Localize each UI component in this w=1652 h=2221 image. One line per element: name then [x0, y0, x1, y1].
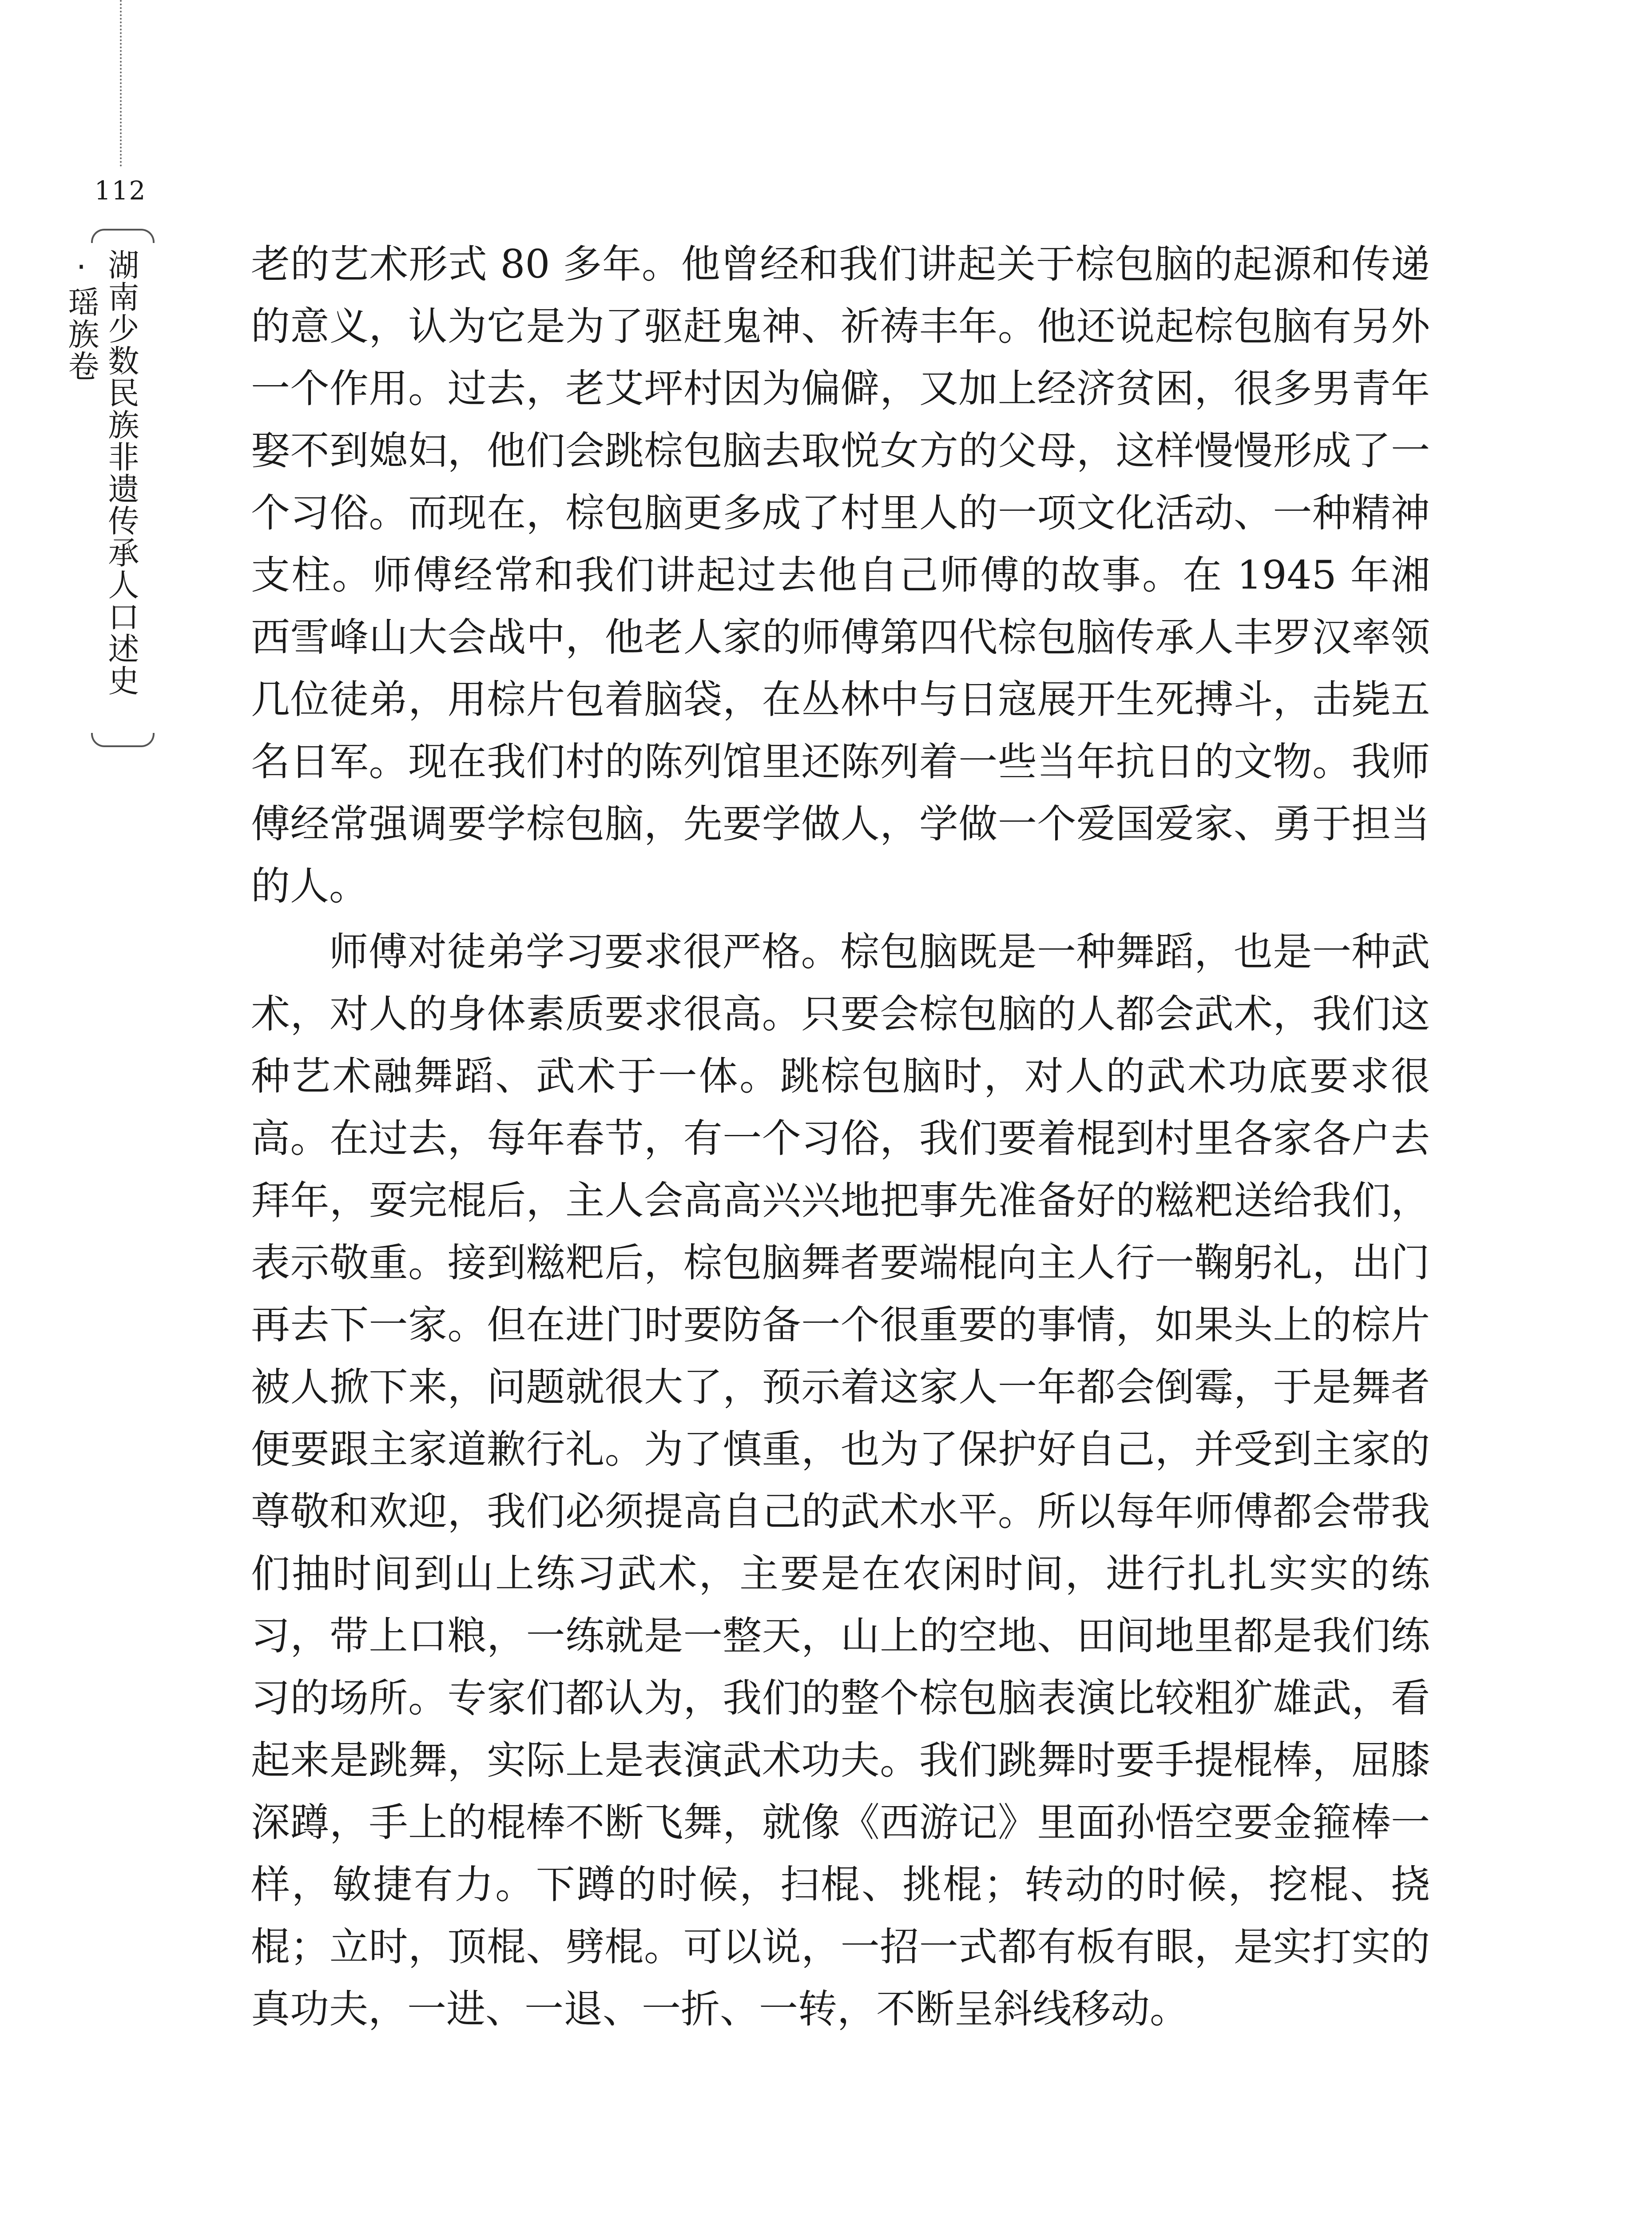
running-title-bracket-top: [91, 229, 155, 243]
running-title-bracket-bottom: [91, 733, 155, 747]
page-number: 112: [94, 175, 147, 206]
running-title: 湖南少数民族非遗传承人口述史·瑶族卷: [63, 249, 139, 697]
body-text: [251, 233, 1430, 2040]
header-dotted-rule: [120, 0, 122, 167]
paragraph-continued: 老的艺术形式 80 多年。他曾经和我们讲起关于棕包脑的起源和传递的意义，认为它是为了驱赶鬼神、祈祷丰年。他还说起棕包脑有另外一个作用。过去，老艾坪村因为偏僻，又加上经济贫困，很多男青年娶不到媳妇，他们会跳棕包脑去取悦女方的父母，这样慢慢形成了一个习俗。而现在，棕包脑更多成了村里人的一项文化活动、一种精神支柱。师傅经常和我们讲起过去他自己师傅的故事。在 1945 年湘西雪峰山大会战中，他老人家的师傅第四代棕包脑传承人丰罗汉率领几位徒弟，用棕片包着脑袋，在丛林中与日寇展开生死搏斗，击毙五名日军。现在我们村的陈列馆里还陈列着一些当年抗日的文物。我师傅经常强调要学棕包脑，先要学做人，学做一个爱国爱家、勇于担当的人。: [251, 241, 1430, 909]
paragraph: 师傅对徒弟学习要求很严格。棕包脑既是一种舞蹈，也是一种武术，对人的身体素质要求很高。只要会棕包脑的人都会武术，我们这种艺术融舞蹈、武术于一体。跳棕包脑时，对人的武术功底要求很高。在过去，每年春节，有一个习俗，我们要着棍到村里各家各户去拜年，耍完棍后，主人会高高兴兴地把事先准备好的糍粑送给我们，表示敬重。接到糍粑后，棕包脑舞者要端棍向主人行一鞠躬礼，出门再去下一家。但在进门时要防备一个很重要的事情，如果头上的棕片被人掀下来，问题就很大了，预示着这家人一年都会倒霉，于是舞者便要跟主家道歉行礼。为了慎重，也为了保护好自己，并受到主家的尊敬和欢迎，我们必须提高自己的武术水平。所以每年师傅都会带我们抽时间到山上练习武术，主要是在农闲时间，进行扎扎实实的练习，带上口粮，一练就是一整天，山上的空地、田间地里都是我们练习的场所。专家们都认为，我们的整个棕包脑表演比较粗犷雄武，看起来是跳舞，实际上是表演武术功夫。我们跳舞时要手提棍棒，屈膝深蹲，手上的棍棒不断飞舞，就像《西游记》里面孙悟空要金箍棒一样，敏捷有力。下蹲的时候，扫棍、挑棍；转动的时候，挖棍、挠棍；立时，顶棍、劈棍。可以说，一招一式都有板有眼，是实打实的真功夫，一进、一退、一折、一转，不断呈斜线移动。: [251, 929, 1430, 2032]
